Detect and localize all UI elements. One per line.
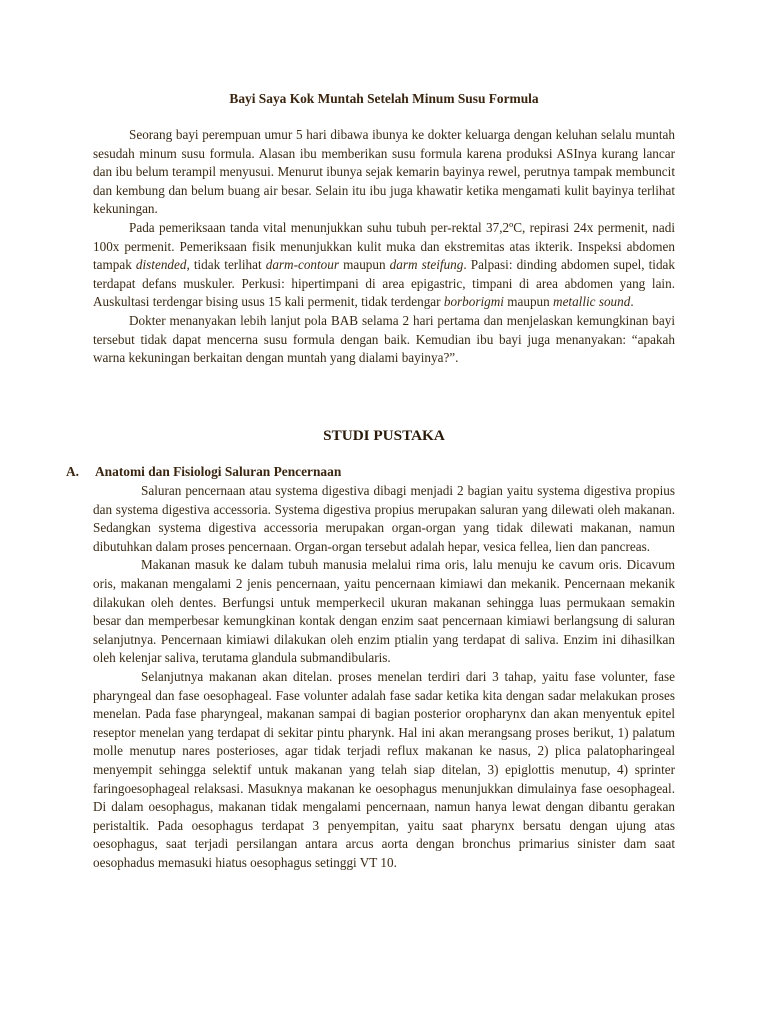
- section-body: [93, 482, 675, 872]
- section-paragraph-3: Selanjutnya makanan akan ditelan. proses menelan terdiri dari 3 tahap, yaitu fase volunter, fase pharyngeal dan fase oesophageal. Fase volunter adalah fase sadar ketika kita dengan sadar melakukan proses menelan. Pada fase pharyngeal, makanan sampai di bagian posterior oropharynx dan akan menyentuk epitel reseptor menelan yang terdapat di sekitar pintu pharynk. Hal ini akan merangsang proses berikut, 1) palatum molle menutup nares posterioses, agar tidak terjadi reflux makanan ke nasus, 2) plica palatopharingeal menyempit sehingga selektif untuk makanan yang telah siap ditelan, 3) epiglottis menutup, 4) sprinter faringoesophageal relaksasi. Masuknya makanan ke oesophagus menunjukkan dimulainya fase oesophageal. Di dalam oesophagus, makanan tidak mengalami pencernaan, namun hanya lewat dengan dibantu gerakan peristaltik. Pada oesophagus terdapat 3 penyempitan, yaitu saat pharynx bersatu dengan ujung atas oesophagus, saat terjadi persilangan antara arcus aorta dengan bronchus primarius sinister dam saat oesophadus memasuki hiatus oesophagus setinggi VT 10.: [93, 668, 675, 870]
- subsection-letter: A.: [66, 464, 80, 479]
- text-run: maupun: [503, 294, 554, 310]
- section-paragraph-1: Saluran pencernaan atau systema digestiva dibagi menjadi 2 bagian yaitu systema digestiva propius dan systema digestiva accessoria. Systema digestiva propius merupakan saluran yang dilewati oleh makanan. Sedangkan systema digestiva accessoria merupakan organ-organ yang tidak dilewati makanan, namun dibutuhkan dalam proses pencernaan. Organ-organ tersebut adalah hepar, vesica fellea, lien dan pancreas.: [93, 483, 675, 554]
- section-heading: STUDI PUSTAKA: [323, 427, 445, 444]
- italic-term: distended: [135, 257, 187, 273]
- intro-paragraph-3: Dokter menanyakan lebih lanjut pola BAB selama 2 hari pertama dan menjelaskan kemungkinan bayi tersebut tidak dapat mencerna susu formula dengan baik. Kemudian ibu bayi juga menanyakan: “apakah warna kekuningan berkaitan dengan muntah yang dialami bayinya?”.: [93, 312, 675, 366]
- italic-term: borborigmi: [443, 294, 504, 310]
- text-run: Pada pemeriksaan tanda vital menunjukkan suhu tubuh per-rektal 37,2ºC, repirasi 24x permenit, nadi 100x permenit. Pemeriksaan fisik menunjukkan kulit muka dan ekstremitas atas ikterik. Inspeksi abdomen tampak: [93, 219, 675, 273]
- intro-paragraph-1: Seorang bayi perempuan umur 5 hari dibawa ibunya ke dokter keluarga dengan keluhan selalu muntah sesudah minum susu formula. Alasan ibu memberikan susu formula karena produksi ASInya kurang lancar dan ibu belum terampil menyusui. Menurut ibunya sejak kemarin bayinya rewel, perutnya tampak membuncit dan kembung dan belum buang air besar. Selain itu ibu juga khawatir ketika mengamati kulit bayinya terlihat kekuningan.: [93, 127, 675, 217]
- text-run: maupun: [339, 257, 390, 273]
- subsection-heading: [66, 463, 686, 481]
- subsection-title: Anatomi dan Fisiologi Saluran Pencernaan: [95, 464, 342, 479]
- text-run: , tidak terlihat: [186, 257, 266, 273]
- italic-term: metallic sound: [553, 294, 631, 310]
- intro-paragraph-2: [93, 219, 675, 312]
- italic-term: darm-contour: [265, 257, 339, 273]
- text-run: .: [630, 294, 634, 310]
- text-run: . Palpasi: dinding abdomen supel, tidak terdapat defans muskuler. Perkusi: hipertimpani di area epigastric, timpani di area abdomen yang lain. Auskultasi terdengar bising usus 15 kali permenit, tidak terdengar: [93, 257, 675, 310]
- case-scenario: [93, 126, 675, 368]
- section-paragraph-2: Makanan masuk ke dalam tubuh manusia melalui rima oris, lalu menuju ke cavum oris. Dicavum oris, makanan mengalami 2 jenis pencernaan, yaitu pencernaan kimiawi dan mekanik. Pencernaan mekanik dilakukan oleh dentes. Berfungsi untuk memperkecil ukuran makanan sehingga luas permukaan semakin besar dan memperbesar kemungkinan kontak dengan enzim saat pencernaan kimiawi berlangsung di saluran selanjutnya. Pencernaan kimiawi dilakukan oleh enzim ptialin yang terdapat di saliva. Enzim ini dihasilkan oleh kelenjar saliva, terutama glandula submandibularis.: [93, 557, 675, 666]
- document-title: Bayi Saya Kok Muntah Setelah Minum Susu Formula: [229, 91, 539, 106]
- italic-term: darm steifung: [389, 257, 464, 273]
